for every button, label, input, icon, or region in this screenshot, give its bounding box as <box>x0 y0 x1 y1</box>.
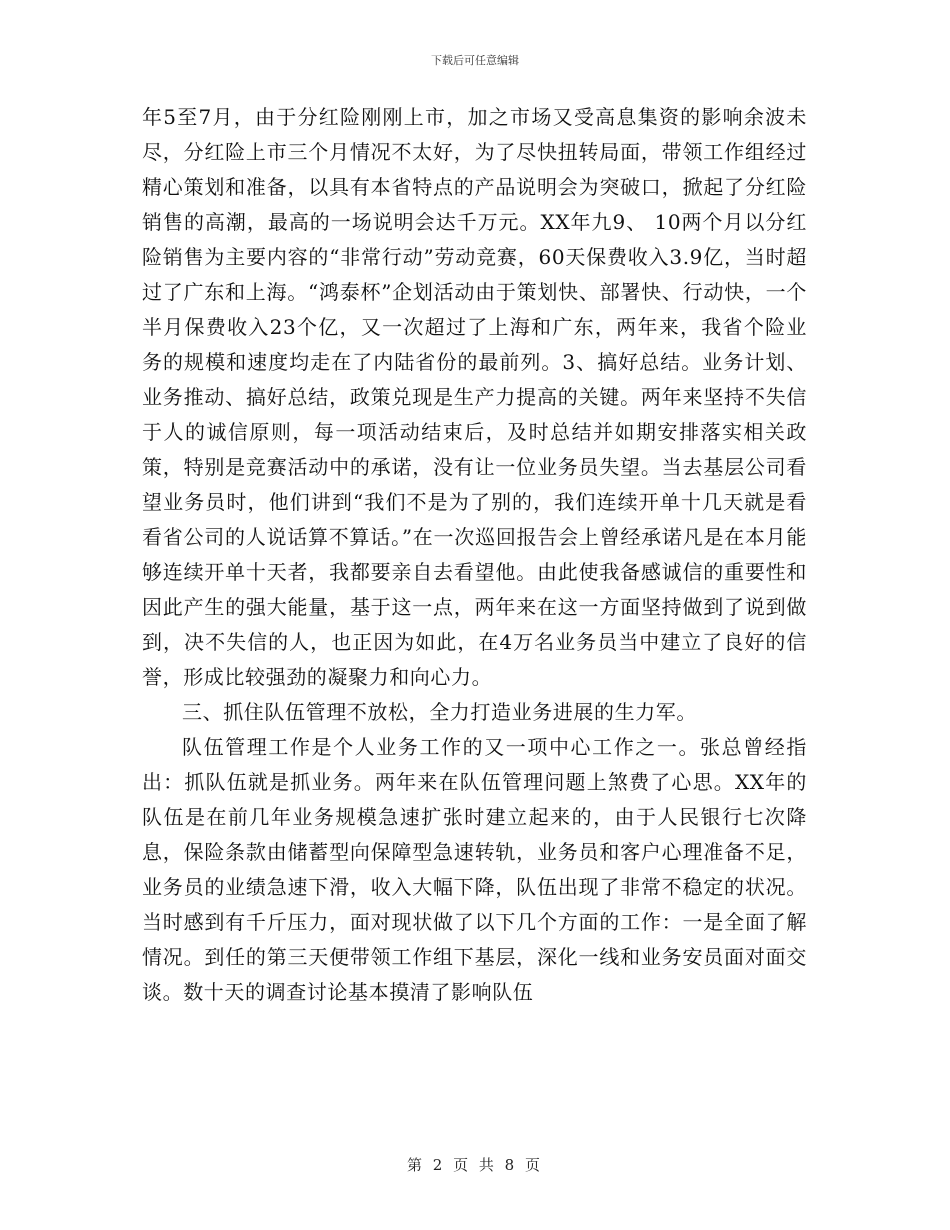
section-heading: 三、抓住队伍管理不放松，全力打造业务进展的生力军。 <box>182 700 697 724</box>
document-body <box>142 100 807 1010</box>
page-number: 第 2 页 共 8 页 <box>407 1156 543 1174</box>
page-header: 下载后可任意编辑 <box>431 54 519 67</box>
paragraph-team-management: 队伍管理工作是个人业务工作的又一项中心工作之一。张总曾经指出：抓队伍就是抓业务。两年来在队伍管理问题上煞费了心思。XX年的队伍是在前几年业务规模急速扩张时建立起来的，由于人民银行七次降息，保险条款由储蓄型向保障型急速转轨，业务员和客户心理准备不足，业务员的业绩急速下滑，收入大幅下降，队伍出现了非常不稳定的状况。当时感到有千斤压力，面对现状做了以下几个方面的工作：一是全面了解情况。到任的第三天便带领工作组下基层，深化一线和业务安员面对面交谈。数十天的调查讨论基本摸清了影响队伍 <box>142 735 807 1004</box>
paragraph-continuation: 年5至7月，由于分红险刚刚上市，加之市场又受高息集资的影响余波未尽，分红险上市三个月情况不太好，为了尽快扭转局面，带领工作组经过精心策划和准备，以具有本省特点的产品说明会为突破口，掀起了分红险销售的高潮，最高的一场说明会达千万元。XX年九9、 10两个月以分红险销售为主要内容的“非常行动”劳动竞赛，60天保费收入3.9亿，当时超过了广东和上海。“鸿泰杯”企划活动由于策划快、部署快、行动快，一个半月保费收入23个亿，又一次超过了上海和广东，两年来，我省个险业务的规模和速度均走在了内陆省份的最前列。3、搞好总结。业务计划、业务推动、搞好总结，政策兑现是生产力提高的关键。两年来坚持不失信于人的诚信原则，每一项活动结束后，及时总结并如期安排落实相关政策，特别是竞赛活动中的承诺，没有让一位业务员失望。当去基层公司看望业务员时，他们讲到“我们不是为了别的，我们连续开单十几天就是看看省公司的人说话算不算话。”在一次巡回报告会上曾经承诺凡是在本月能够连续开单十天者，我都要亲自去看望他。由此使我备感诚信的重要性和因此产生的强大能量，基于这一点，两年来在这一方面坚持做到了说到做到，决不失信的人，也正因为如此，在4万名业务员当中建立了良好的信誉，形成比较强劲的凝聚力和向心力。 <box>142 105 807 689</box>
